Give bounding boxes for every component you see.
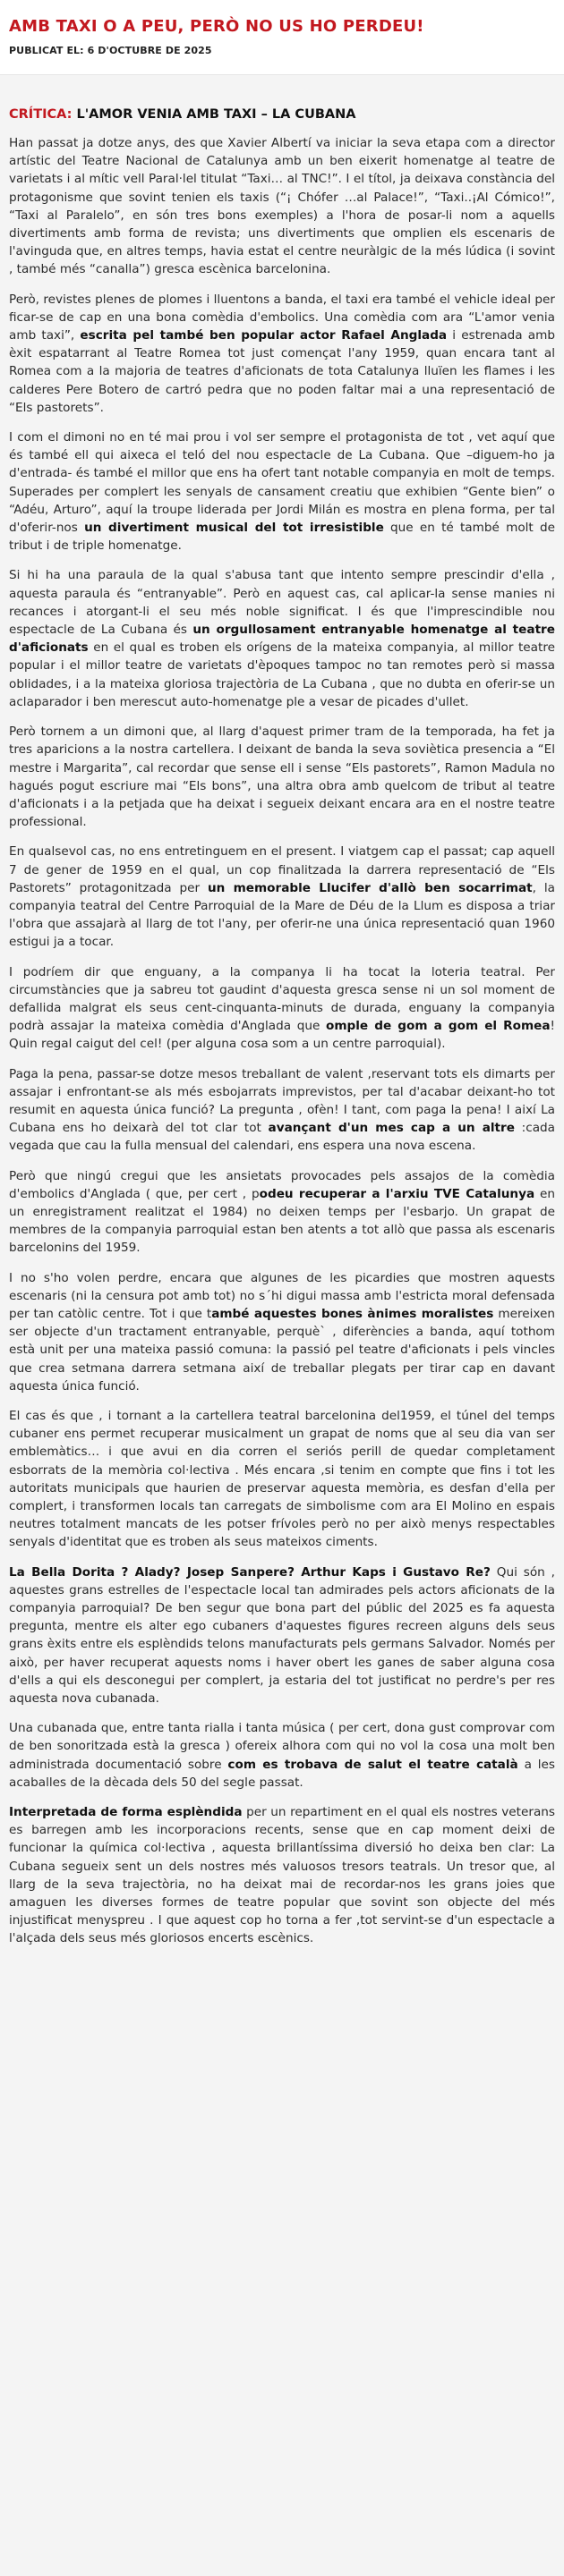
article-paragraph xyxy=(9,291,555,417)
paragraph-text: Però tornem a un dimoni que, al llarg d'aquest primer tram de la temporada, ha fet ja tres aparicions a la nostra cartellera. I deixant de banda la seva soviètica presencia a “El mestre i Margarita”, cal recordar que sense ell i sense “Els pastorets”, Ramon Madula no hagués pogut escriure mai “Els bons”, una altra obra amb quelcom de tribut al teatre d'aficionats i a la petjada que ha deixat i segueix deixant encara ara en el nostre teatre professional. xyxy=(9,724,555,830)
paragraph-text: I no s'ho volen perdre, encara que algunes de les picardies que mostren aquests escenaris (ni la censura pot amb tot) no s´hi digui massa amb l'estricta moral defensada per tan catòlic centre. Tot i que t xyxy=(9,1270,555,1321)
paragraph-text: Qui són , aquestes grans estrelles de l'espectacle local tan admirades pels actors aficionats de la companyia parroquial? De ben segur que bona part del públic del 2025 es fa aquesta pregunta, mentre els alter ego cubaners d'aquestes figures recreen alguns dels seus grans èxits entre els esplèndids telons manufacturats pels germans Salvador. Només per això, per haver recuperat aquests noms i haver obert les ganes de saber alguna cosa d'ells a qui els desconegui per complert, ja estaria del tot justificat no perdre's per res aquesta nova cubanada. xyxy=(9,1564,555,1707)
paragraph-text: Han passat ja dotze anys, des que Xavier Albertí va iniciar la seva etapa com a director artístic del Teatre Nacional de Catalunya amb un ben eixerit homenatge al teatre de varietats i al mític vell Paral·lel titulat “Taxi… al TNC!”. I el títol, ja deixava constància del protagonisme que sovint tenien els taxis (“¡ Chófer …al Palace!”, “Taxi..¡Al Cómico!”, “Taxi al Paralelo”, en són tres bons exemples) a l'hora de posar-li nom a aquells divertiments amb forma de revista; uns divertiments que omplien els escenaris de l'avinguda que, en altres temps, havia estat el centre neuràlgic de la més lúdica (i sovint , també més “canalla”) gresca escènica barcelonina. xyxy=(9,136,555,277)
paragraph-text: , la companyia teatral del Centre Parroquial de la Mare de Déu de la Llum es disposa a triar l'obra que assajarà al llarg de tot l'any, per oferir-ne una única representació quan 1960 estigui ja a tocar. xyxy=(9,880,555,950)
article-title: AMB TAXI O A PEU, PERÒ NO US HO PERDEU! xyxy=(9,17,424,36)
paragraph-text: ! Quin regal caigut del cel! (per alguna cosa som a un centre parroquial). xyxy=(9,1019,555,1052)
highlighted-text: un divertiment musical del tot irresistible xyxy=(84,521,384,536)
article-paragraph xyxy=(9,1167,555,1258)
paragraph-text: i estrenada amb èxit espatarrant al Teatre Romea tot just començat l'any 1959, quan encara tant al Romea com a la majoria de teatres d'aficionats de tota Catalunya lluïen les flames i les calderes Pere Botero de cartró pedra que no poden faltar mai a una representació de “Els pastorets”. xyxy=(9,328,555,415)
article-paragraph xyxy=(9,1269,555,1395)
highlighted-text: Interpretada de forma esplèndida xyxy=(9,1805,243,1820)
paragraph-text: Però que ningú cregui que les ansietats provocades pels assajos de la comèdia d'embolics d'Anglada ( que, per cert , p xyxy=(9,1168,555,1201)
paragraph-text: Paga la pena, passar-se dotze mesos treballant de valent ,reservant tots els dimarts per assajar i enfrontant-se als més esbojarrats imprevistos, per tal d'acabar deixant-ho tot resumit en aquesta única funció? La pregunta , ofèn! I tant, com paga la pena! I així La Cubana ens ho deixarà del tot clar tot xyxy=(9,1066,555,1136)
article-kicker xyxy=(9,107,555,122)
article-paragraph xyxy=(9,843,555,951)
paragraph-text: a les acaballes de la dècada dels 50 del segle passat. xyxy=(9,1757,555,1790)
kicker-label: CRÍTICA: xyxy=(9,107,73,122)
highlighted-text: escrita pel també ben popular actor Rafael Anglada xyxy=(80,328,448,343)
highlighted-text: avançant d'un mes cap a un altre xyxy=(268,1121,515,1136)
paragraph-text: en un enregistrament realitzat el 1984) no deixen temps per l'esbarjo. Un grapat de membres de la companyia parroquial estan ben atents a tot allò que passa als escenaris barcelonins del 1959. xyxy=(9,1186,555,1256)
article-paragraph xyxy=(9,1065,555,1156)
paragraph-text: :cada vegada que cau la fulla mensual del calendari, ens espera una nova escena. xyxy=(9,1121,556,1154)
paragraph-text: Però, revistes plenes de plomes i lluentons a banda, el taxi era també el vehicle ideal per ficar-se de cap en una bona comèdia d'embolics. Una comèdia com ara “L'amor venia amb taxi”, xyxy=(9,292,555,343)
article-paragraph xyxy=(9,1803,555,1948)
article-paragraph xyxy=(9,428,555,555)
highlighted-text: La Bella Dorita ? Alady? Josep Sanpere? Arthur Kaps i Gustavo Re? xyxy=(9,1564,491,1580)
article-paragraph xyxy=(9,1563,555,1708)
article-paragraph xyxy=(9,1407,555,1552)
highlighted-text: odeu recuperar a l'arxiu TVE Catalunya xyxy=(259,1186,535,1201)
article-header xyxy=(0,0,564,75)
paragraph-text: I com el dimoni no en té mai prou i vol ser sempre el protagonista de tot , vet aquí que és també ell qui aixeca el teló del nou espectacle de La Cubana. Que –diguem-ho ja d'entrada- és també el millor que ens ha ofert tant notable companyia en molt de temps. Superades per complert les senyals de cansament creatiu que exhibien “Gente bien” o “Adéu, Arturo”, aquí la troupe liderada per Jordi Milán es mostra en plena forma, per tal d'oferir-nos xyxy=(9,430,555,536)
article-paragraph xyxy=(9,963,555,1054)
paragraph-text: Una cubanada que, entre tanta rialla i tanta música ( per cert, dona gust comprovar com de ben sonoritzada està la gresca ) ofereix alhora com qui no vol la cosa una molt ben administrada documentació sobre xyxy=(9,1721,555,1772)
publication-date: PUBLICAT EL: 6 D'OCTUBRE DE 2025 xyxy=(9,45,212,56)
paragraph-text: que en té també molt de tribut i de triple homenatge. xyxy=(9,521,555,554)
article-paragraph xyxy=(9,566,555,711)
article-paragraph xyxy=(9,1719,555,1792)
paragraph-text: mereixen ser objecte d'un tractament entranyable, perquè` , diferències a banda, aquí tothom està unit per una mateixa passió comuna: la passió pel teatre d'aficionats i pels vincles que crea setmana darrera setmana així de treballar plegats per tirar cap en davant aquesta única funció. xyxy=(9,1306,555,1394)
paragraph-text: per un repartiment en el qual els nostres veterans es barregen amb les incorporacions recents, sense que en cap moment deixi de funcionar la química col·lectiva , aquesta brillantíssima diversió ho deixa ben clar: La Cubana segueix sent un dels nostres més valuosos tresors teatrals. Un tresor que, al llarg de la seva trajectòria, no ha deixat mai de recordar-nos les grans joies que amaguen les diverses formes de teatre popular que sovint son objecte del més injustificat menyspreu . I que aquest cop ho torna a fer ,tot servint-se d'un espectacle a l'alçada dels seus més gloriosos encerts escènics. xyxy=(9,1805,555,1946)
paragraph-text: El cas és que , i tornant a la cartellera teatral barcelonina del1959, el túnel del temps cubaner ens permet recuperar musicalment un grapat de noms que al seu dia van ser emblemàtics… i que avui en dia corren el seriós perill de quedar completament esborrats de la memòria col·lectiva . Més encara ,si tenim en compte que fins i tot les autoritats municipals que haurien de preservar aquesta memòria, es desfan d'ella per complert, i transformen locals tan carregats de simbolisme com ara El Molino en espais neutres totalment mancats de les potser frívoles però no per això menys respectables senyals d'identitat que es troben als seus mateixos ciments. xyxy=(9,1409,555,1550)
paragraph-text: En qualsevol cas, no ens entretinguem en el present. I viatgem cap el passat; cap aquell 7 de gener de 1959 en el qual, un cop finalitzada la darrera representació de “Els Pastorets” protagonitzada per xyxy=(9,844,555,895)
paragraph-text: I podríem dir que enguany, a la companya li ha tocat la loteria teatral. Per circumstàncies que ja sabreu tot gaudint d'aquesta gresca sense ni un sol moment de defallida malgrat els seus cent-cinquanta-minuts de durada, enguany la companyia podrà assajar la mateixa comèdia d'Anglada que xyxy=(9,964,555,1034)
article-body xyxy=(0,75,564,1948)
paragraph-list xyxy=(9,134,555,1948)
highlighted-text: un memorable Llucifer d'allò ben socarrimat xyxy=(207,880,533,895)
highlighted-text: omple de gom a gom el Romea xyxy=(326,1019,551,1034)
highlighted-text: un orgullosament entranyable homenatge al teatre d'aficionats xyxy=(9,623,555,656)
highlighted-text: ambé aquestes bones ànimes moralistes xyxy=(211,1306,494,1321)
paragraph-text: en el qual es troben els orígens de la mateixa companyia, al millor teatre popular i el millor teatre de varietats d'èpoques tampoc no tan remotes però si massa oblidades, i a la mateixa gloriosa trajectòria de La Cubana , que no dubta en oferir-se un aclaparador i ben merescut auto-homenatge ple a vesar de picades d'ullet. xyxy=(9,640,555,709)
kicker-text: L'AMOR VENIA AMB TAXI – LA CUBANA xyxy=(72,107,356,122)
highlighted-text: com es trobava de salut el teatre català xyxy=(227,1757,518,1772)
paragraph-text: Si hi ha una paraula de la qual s'abusa tant que intento sempre prescindir d'ella , aquesta paraula és “entranyable”. Però en aquest cas, cal aplicar-la sense manies ni recances i atorgant-li el seu més noble significat. I és que l'imprescindible nou espectacle de La Cubana és xyxy=(9,568,555,638)
article-paragraph xyxy=(9,723,555,831)
article-paragraph xyxy=(9,134,555,279)
